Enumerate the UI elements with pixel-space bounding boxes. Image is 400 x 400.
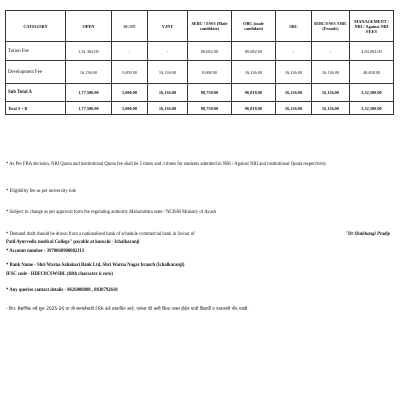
table-cell: 1,77,500.00 [66, 102, 112, 115]
header-sebc-ews-obc-female: SEBC/EWS /OBC (Female) [312, 11, 350, 42]
header-sbc: SBC [276, 11, 312, 42]
table-row [6, 102, 394, 115]
header-vjnt: VJNT [148, 11, 188, 42]
header-management-nri: MANAGEMENT / NRI / Against NRI FEES [350, 11, 394, 42]
row-label: Total A + B [6, 102, 66, 115]
table-row [6, 84, 394, 102]
table-cell: 16,136.00 [232, 61, 276, 84]
table-cell: 5,000.00 [112, 84, 148, 102]
table-cell: - [276, 42, 312, 61]
table-cell: - [312, 42, 350, 61]
table-cell: 1,61,364.00 [66, 42, 112, 61]
header-sc-st: SC/ST [112, 11, 148, 42]
note-eligibility: * Eligibility fee as per university rule [6, 189, 77, 194]
table-cell: 16,136.00 [276, 102, 312, 115]
table-cell: - [148, 42, 188, 61]
table-row [6, 61, 394, 84]
table-cell: 88,750.00 [188, 102, 232, 115]
header-sebc-ews-male: SEBC / EWS (Male candidate) [188, 11, 232, 42]
row-label: Sub Total A [6, 84, 66, 102]
table-row [6, 42, 394, 61]
note-demand-payee: "Dr Shubhangi Pradip [345, 232, 390, 237]
table-cell: 16,136.00 [312, 84, 350, 102]
table-cell: 5,000.00 [112, 61, 148, 84]
note-fra: * As Per FRA decision, NRI Quota and institutional Quota fee shall be 5 times and 3 times for students admitted in NRI / Against NRI and institutional Quota respectively. [6, 162, 327, 167]
note-queries: * Any queries contact details - 8626008888 , 8830792610 [6, 288, 118, 293]
table-cell: 16,136.00 [276, 84, 312, 102]
table-cell: 5,000.00 [112, 102, 148, 115]
note-hindi: - टिप: शैक्षणिक वर्ष शुरू 2025-26 या जी सान्यतेसाठी FRA कडे प्रस्तावित आहे. यानंबर फी कमी किंवा जास्त होईल याची विद्यार्थी व पालकांनी नोंद घ्यावी. [6, 307, 249, 312]
row-label: Tution Fee [6, 42, 66, 61]
header-open: OPEN [66, 11, 112, 42]
table-cell: 80,682.00 [188, 42, 232, 61]
table-cell: 5,32,500.00 [350, 84, 394, 102]
table-cell: 88,750.00 [188, 84, 232, 102]
note-subject: * Subject to change as per approval form fee regulating authority Maharashtra state / NCISM Ministry of Ayush [6, 210, 217, 215]
table-cell: 48,408.00 [350, 61, 394, 84]
note-demand-payee-college: Patil Ayurvedic medical College" payable at korochi - Ichalkaranji [6, 240, 140, 245]
note-demand-text: * Demand draft should be drawn from a nationalised bank of schedule commercial bank in favour of [6, 232, 195, 237]
table-cell: 16,136.00 [148, 61, 188, 84]
table-cell: 16,136.00 [312, 102, 350, 115]
table-cell: 16,136.00 [148, 84, 188, 102]
note-bank-name: * Bank Name - Shri Warna Sahakari Bank Ltd, Shri Warna Nagar branch (Ichalkaranji) [6, 263, 185, 268]
table-cell: 4,84,092.00 [350, 42, 394, 61]
table-cell: 16,136.00 [312, 61, 350, 84]
table-cell: 5,32,500.00 [350, 102, 394, 115]
table-cell: 16,136.00 [66, 61, 112, 84]
note-ifsc-code: IFSC code - HDFC0CSWSBL (fifth character is zero) [6, 272, 113, 277]
table-cell: 96,818.00 [232, 102, 276, 115]
header-category: CATEGORY [6, 11, 66, 42]
table-cell: 80,682.00 [232, 42, 276, 61]
table-cell: 16,136.00 [148, 102, 188, 115]
table-cell: 8,068.00 [188, 61, 232, 84]
row-label: Development Fee [6, 61, 66, 84]
fee-table [5, 10, 394, 115]
table-cell: 1,77,500.00 [66, 84, 112, 102]
table-cell: 96,818.00 [232, 84, 276, 102]
table-cell: - [112, 42, 148, 61]
note-account-number: * Account number - 3970060900002113 [6, 249, 85, 254]
note-demand-draft [6, 232, 394, 238]
table-header-row [6, 11, 394, 42]
header-obc-male: OBC (male candidate) [232, 11, 276, 42]
table-cell: 16,136.00 [276, 61, 312, 84]
